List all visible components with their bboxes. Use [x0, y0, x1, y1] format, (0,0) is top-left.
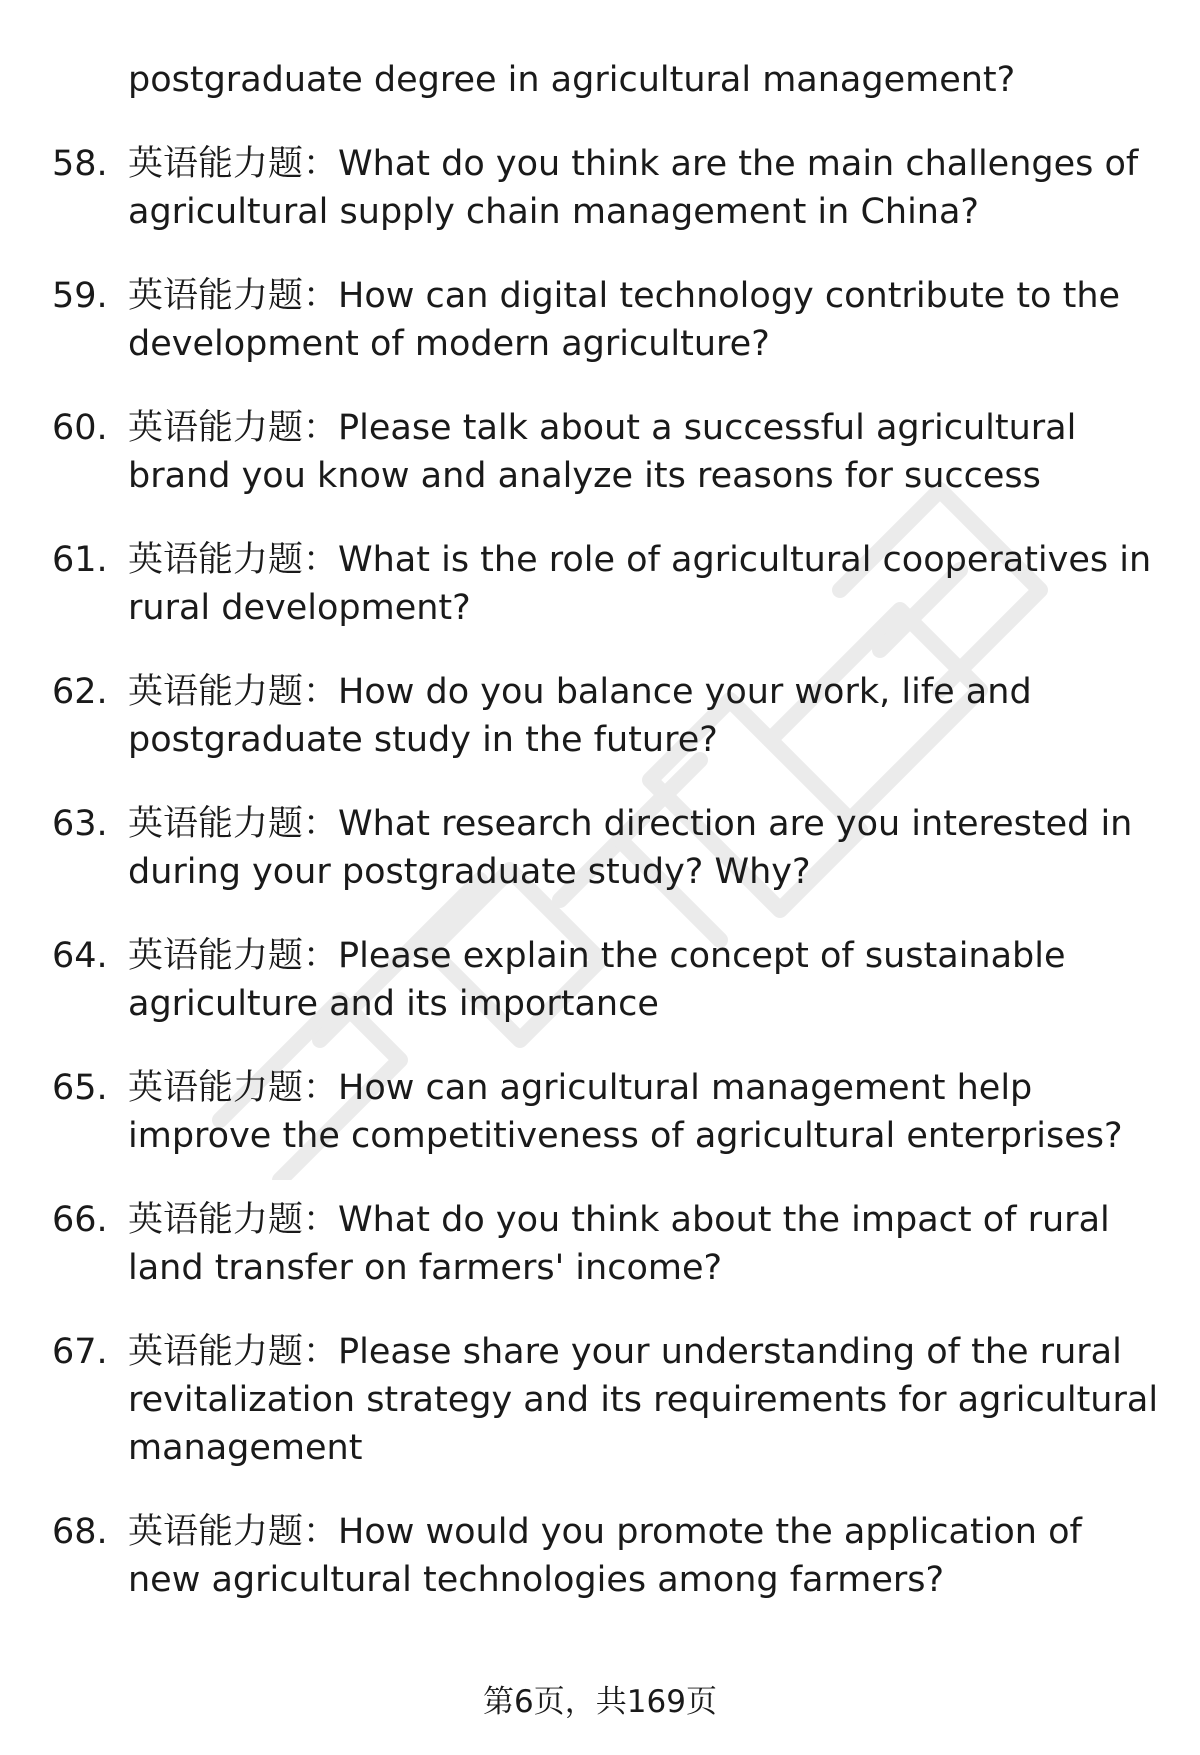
question-category: 英语能力题：: [128, 276, 339, 316]
question-item: [0, 1508, 1200, 1604]
question-text: What is the role of agricultural cooperatives in rural development?: [128, 540, 1152, 628]
question-text: How would you promote the application of new agricultural technologies among farmers?: [128, 1512, 1082, 1600]
question-category: 英语能力题：: [128, 144, 339, 184]
question-item: [0, 1328, 1200, 1472]
question-item: [0, 140, 1200, 236]
question-category: 英语能力题：: [128, 672, 339, 712]
question-number: 63.: [52, 804, 108, 844]
question-text: Please talk about a successful agricultural brand you know and analyze its reasons for success: [128, 408, 1077, 496]
question-number: 58.: [52, 144, 108, 184]
question-category: 英语能力题：: [128, 1200, 339, 1240]
page-number-footer: 第6页，共169页: [483, 1684, 717, 1720]
question-item: [0, 1196, 1200, 1292]
question-category: 英语能力题：: [128, 804, 339, 844]
question-text: Please explain the concept of sustainable agriculture and its importance: [128, 936, 1066, 1024]
question-item: [0, 932, 1200, 1028]
question-number: 60.: [52, 408, 108, 448]
question-text: How do you balance your work, life and postgraduate study in the future?: [128, 672, 1032, 760]
question-item: [0, 668, 1200, 764]
question-number: 59.: [52, 276, 108, 316]
question-category: 英语能力题：: [128, 1332, 339, 1372]
question-number: 64.: [52, 936, 108, 976]
question-category: 英语能力题：: [128, 1068, 339, 1108]
question-item: [0, 1064, 1200, 1160]
question-item: [0, 536, 1200, 632]
question-category: 英语能力题：: [128, 408, 339, 448]
question-text: What do you think are the main challenges of agricultural supply chain management in China?: [128, 144, 1139, 232]
question-number: 62.: [52, 672, 108, 712]
question-number: 61.: [52, 540, 108, 580]
question-item: [0, 404, 1200, 500]
question-number: 68.: [52, 1512, 108, 1552]
question-category: 英语能力题：: [128, 1512, 339, 1552]
question-category: 英语能力题：: [128, 936, 339, 976]
question-category: 英语能力题：: [128, 540, 339, 580]
question-number: 66.: [52, 1200, 108, 1240]
question-number: 67.: [52, 1332, 108, 1372]
question-text: What research direction are you interested in during your postgraduate study? Why?: [128, 804, 1133, 892]
question-text: How can digital technology contribute to the development of modern agriculture?: [128, 276, 1121, 364]
continued-question-text: postgraduate degree in agricultural management?: [128, 60, 1016, 100]
question-text: Please share your understanding of the rural revitalization strategy and its requirements for agricultural management: [128, 1332, 1159, 1468]
question-text: What do you think about the impact of rural land transfer on farmers' income?: [128, 1200, 1110, 1288]
question-item: [0, 272, 1200, 368]
question-item: [0, 800, 1200, 896]
question-list: [0, 140, 1200, 1640]
question-text: How can agricultural management help improve the competitiveness of agricultural enterprises?: [128, 1068, 1123, 1156]
question-number: 65.: [52, 1068, 108, 1108]
